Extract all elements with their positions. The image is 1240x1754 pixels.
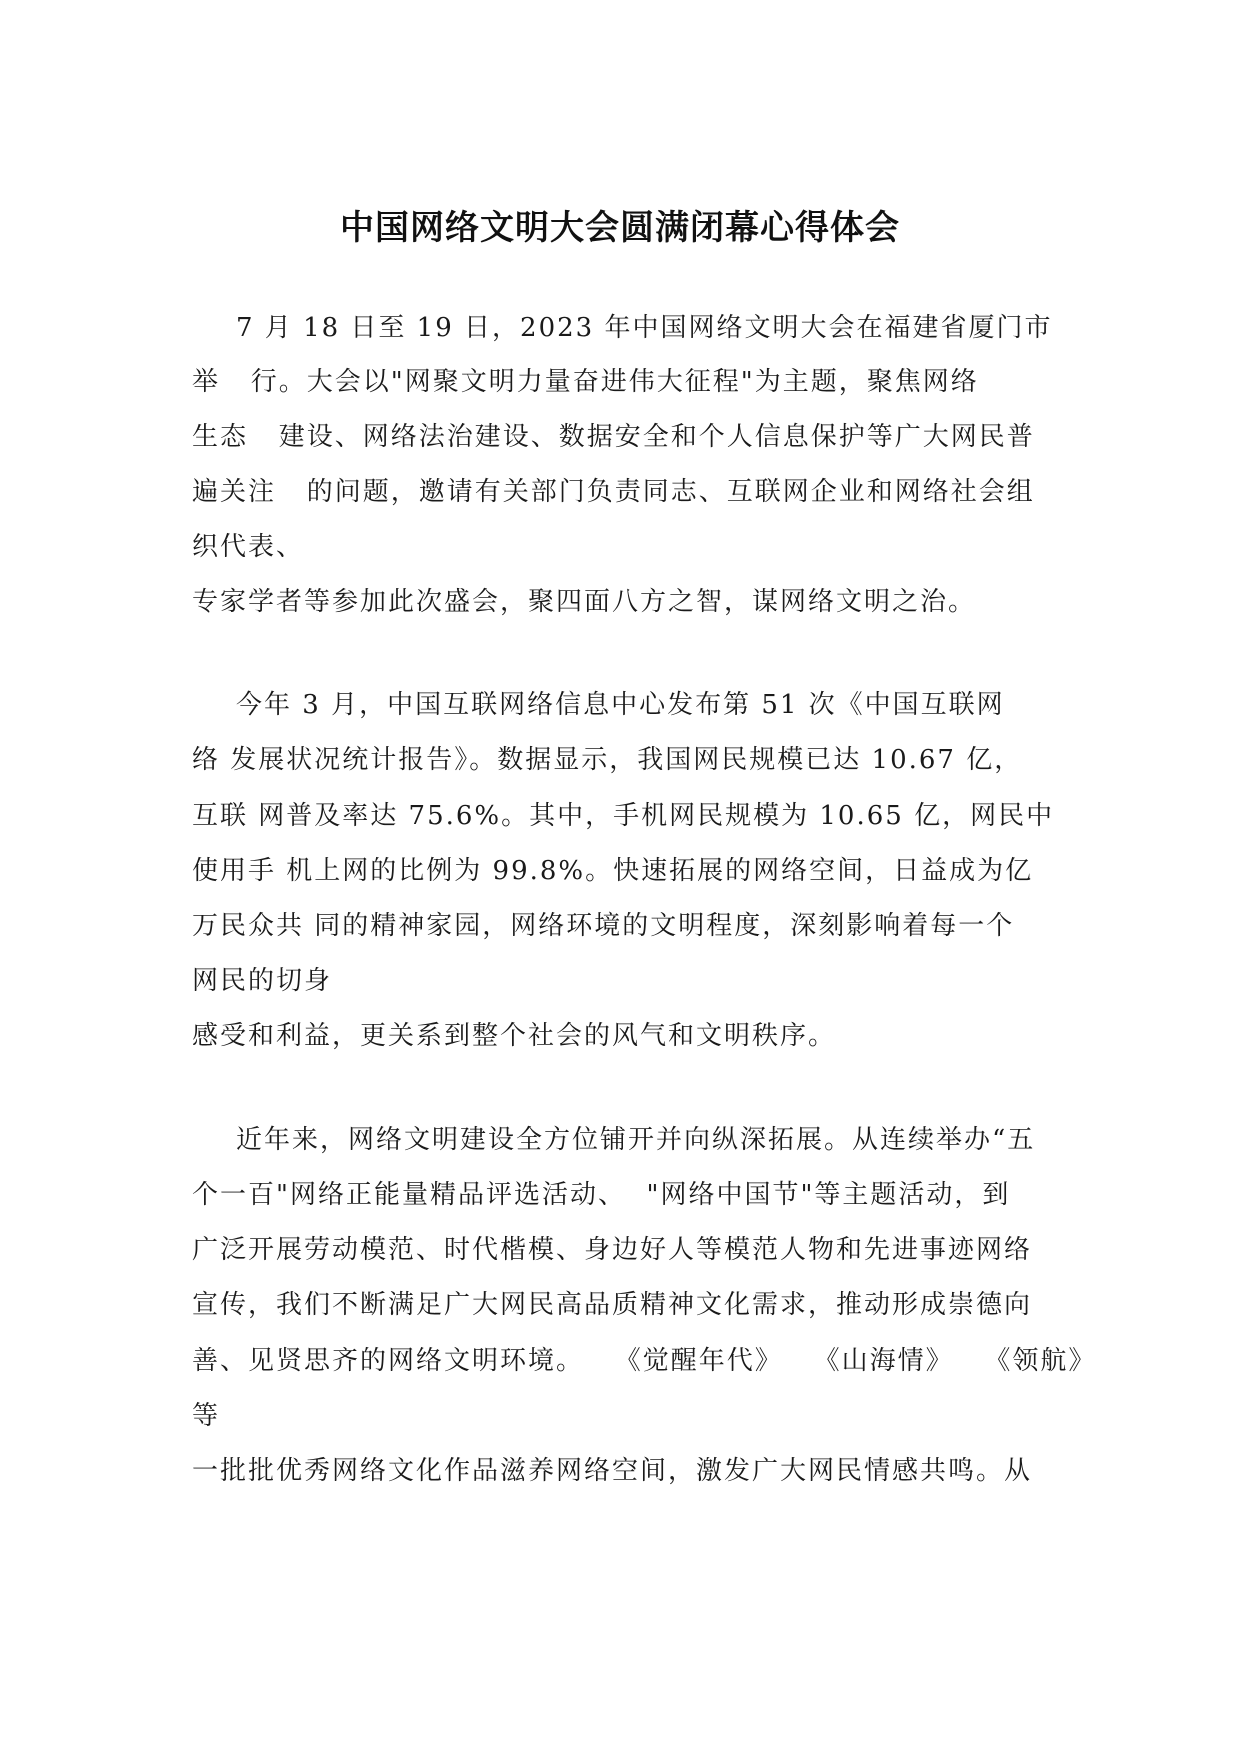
- paragraph-2-line-3: 互联 网普及率达 75.6%。其中，手机网民规模为 10.65 亿，网民中: [192, 801, 1055, 831]
- paragraph-3-line-6: 等: [192, 1401, 221, 1431]
- paragraph-3-line-5: 善、见贤思齐的网络文明环境。 《觉醒年代》 《山海情》 《领航》: [192, 1346, 1097, 1376]
- paragraph-2-line-4: 使用手 机上网的比例为 99.8%。快速拓展的网络空间，日益成为亿: [192, 856, 1034, 886]
- paragraph-1-line-2: 举 行。大会以"网聚文明力量奋进伟大征程"为主题，聚焦网络: [192, 367, 979, 397]
- paragraph-1-line-4: 遍关注 的问题，邀请有关部门负责同志、互联网企业和网络社会组: [192, 477, 1035, 507]
- paragraph-2-line-6: 网民的切身: [192, 966, 333, 996]
- paragraph-2-line-7: 感受和利益，更关系到整个社会的风气和文明秩序。: [192, 1021, 837, 1051]
- paragraph-3-line-4: 宣传，我们不断满足广大网民高品质精神文化需求，推动形成崇德向: [192, 1290, 1033, 1320]
- paragraph-1-line-5: 织代表、: [192, 532, 305, 562]
- paragraph-3-line-2: 个一百"网络正能量精品评选活动、 "网络中国节"等主题活动，到: [192, 1180, 1011, 1210]
- paragraph-1-line-6: 专家学者等参加此次盛会，聚四面八方之智，谋网络文明之治。: [192, 587, 977, 617]
- paragraph-3-line-7: 一批批优秀网络文化作品滋养网络空间，激发广大网民情感共鸣。从: [192, 1456, 1033, 1486]
- paragraph-2-line-2: 络 发展状况统计报告》。数据显示，我国网民规模已达 10.67 亿，: [192, 745, 1023, 775]
- paragraph-1-line-1: 7 月 18 日至 19 日，2023 年中国网络文明大会在福建省厦门市: [236, 313, 1053, 343]
- paragraph-2-line-5: 万民众共 同的精神家园，网络环境的文明程度，深刻影响着每一个: [192, 911, 1015, 941]
- paragraph-3-line-3: 广泛开展劳动模范、时代楷模、身边好人等模范人物和先进事迹网络: [192, 1235, 1033, 1265]
- paragraph-1-line-3: 生态 建设、网络法治建设、数据安全和个人信息保护等广大网民普: [192, 422, 1035, 452]
- document-title: 中国网络文明大会圆满闭幕心得体会: [340, 208, 900, 248]
- paragraph-3-line-1: 近年来，网络文明建设全方位铺开并向纵深拓展。从连续举办“五: [236, 1125, 1036, 1155]
- paragraph-2-line-1: 今年 3 月，中国互联网络信息中心发布第 51 次《中国互联网: [236, 690, 1005, 720]
